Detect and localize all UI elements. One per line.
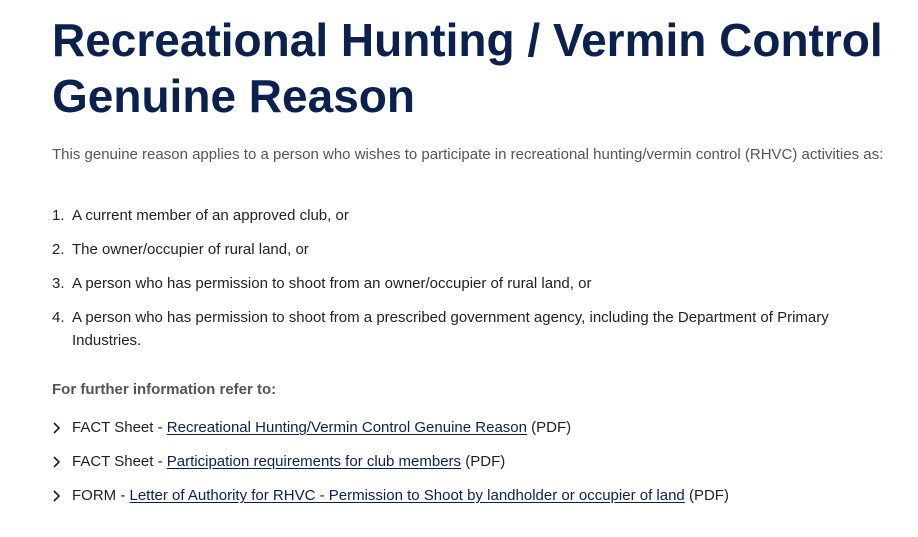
resource-links-list [52, 416, 902, 518]
list-item-number: 4. [52, 309, 65, 326]
file-format-label: (PDF) [526, 419, 572, 436]
chevron-right-icon [52, 422, 62, 434]
resource-type-label: FORM - [72, 487, 130, 504]
list-item-number: 2. [52, 241, 65, 258]
list-item-text: A person who has permission to shoot from an owner/occupier of rural land, or [72, 275, 592, 292]
resource-link-item [52, 416, 902, 439]
resource-type-label: FACT Sheet - [72, 419, 167, 436]
list-item [52, 306, 902, 352]
club-participation-fact-sheet-link[interactable]: Participation requirements for club members [166, 453, 462, 470]
resource-link-item [52, 484, 902, 507]
requirements-list [52, 204, 902, 363]
list-item-number: 1. [52, 207, 65, 224]
list-item-text: A current member of an approved club, or [72, 207, 349, 224]
list-item-text: The owner/occupier of rural land, or [72, 241, 309, 258]
letter-of-authority-form-link[interactable]: Letter of Authority for RHVC - Permission to Shoot by landholder or occupier of land [129, 487, 685, 504]
page-title: Recreational Hunting / Vermin Control Genuine Reason [52, 14, 883, 122]
list-item [52, 272, 902, 295]
file-format-label: (PDF) [461, 453, 506, 470]
file-format-label: (PDF) [684, 487, 729, 504]
list-item-number: 3. [52, 275, 65, 292]
list-item [52, 204, 902, 227]
further-info-heading: For further information refer to: [52, 381, 277, 398]
list-item-text: A person who has permission to shoot from a prescribed government agency, including the Department of Primary Industries. [72, 309, 829, 349]
chevron-right-icon [52, 490, 62, 502]
intro-paragraph: This genuine reason applies to a person who wishes to participate in recreational hunting/vermin control (RHVC) activities as: [52, 146, 884, 163]
resource-type-label: FACT Sheet - [72, 453, 167, 470]
rhvc-genuine-reason-fact-sheet-link[interactable]: Recreational Hunting/Vermin Control Genuine Reason [166, 419, 527, 436]
resource-link-item [52, 450, 902, 473]
list-item [52, 238, 902, 261]
chevron-right-icon [52, 456, 62, 468]
